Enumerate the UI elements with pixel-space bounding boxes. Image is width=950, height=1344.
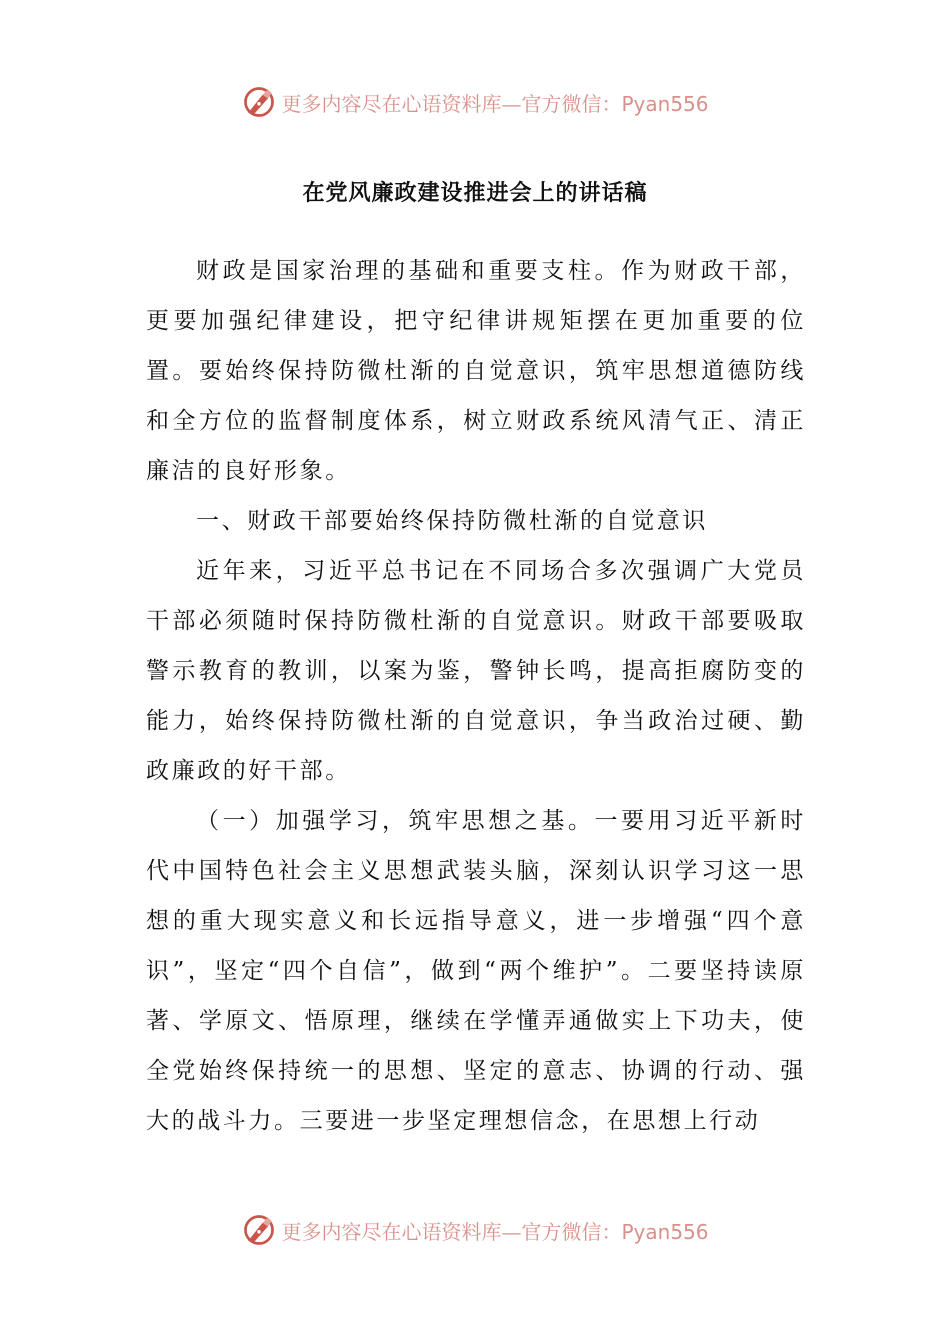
watermark-text: 更多内容尽在心语资料库—官方微信：: [281, 91, 622, 116]
watermark-banner-top: [0, 80, 950, 124]
document-body: [146, 246, 806, 1146]
watermark-wechat-id: Pyan556: [621, 1219, 709, 1244]
paragraph-subsection-1: （一）加强学习，筑牢思想之基。一要用习近平新时代中国特色社会主义思想武装头脑，深刻认识学习这一思想的重大现实意义和长远指导意义，进一步增强“四个意识”，坚定“四个自信”，做到“两个维护”。二要坚持读原著、学原文、悟原理，继续在学懂弄通做实上下功夫，使全党始终保持统一的思想、坚定的意志、协调的行动、强大的战斗力。三要进一步坚定理想信念，在思想上行动: [146, 808, 806, 1134]
pen-nib-logo-icon: [241, 1212, 277, 1248]
paragraph-intro: 财政是国家治理的基础和重要支柱。作为财政干部，更要加强纪律建设，把守纪律讲规矩摆在更加重要的位置。要始终保持防微杜渐的自觉意识，筑牢思想道德防线和全方位的监督制度体系，树立财政系统风清气正、清正廉洁的良好形象。: [146, 258, 806, 484]
pen-nib-logo-icon: [241, 84, 277, 120]
document-title: 在党风廉政建设推进会上的讲话稿: [302, 181, 648, 206]
section-heading-1: 一、财政干部要始终保持防微杜渐的自觉意识: [196, 508, 708, 534]
watermark-wechat-id: Pyan556: [621, 91, 709, 116]
watermark-text: 更多内容尽在心语资料库—官方微信：: [281, 1219, 622, 1244]
paragraph-section-1: 近年来，习近平总书记在不同场合多次强调广大党员干部必须随时保持防微杜渐的自觉意识。财政干部要吸取警示教育的教训，以案为鉴，警钟长鸣，提高拒腐防变的能力，始终保持防微杜渐的自觉意识，争当政治过硬、勤政廉政的好干部。: [146, 558, 806, 784]
watermark-banner-bottom: [0, 1208, 950, 1252]
